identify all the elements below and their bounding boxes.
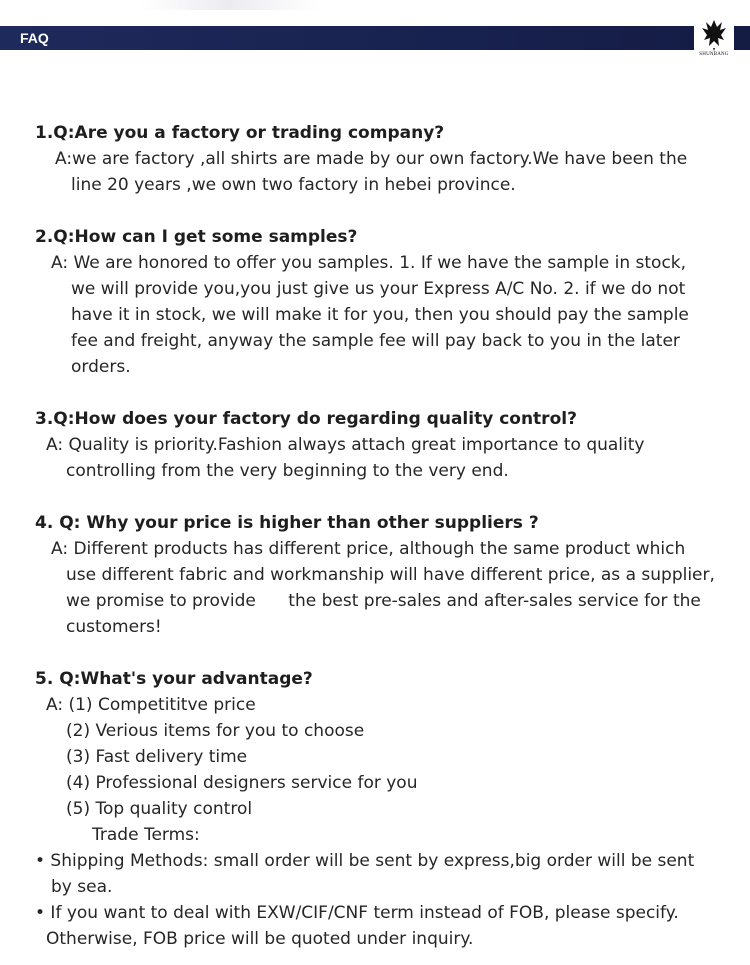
top-decoration [140,0,320,10]
faq-answer-4-line: use different fabric and workmanship will have different price, as a supplier, [66,565,715,585]
faq-answer-5-line: (4) Professional designers service for you [66,773,418,793]
faq-answer-1-line: A:we are factory ,all shirts are made by our own factory.We have been the [55,149,688,169]
faq-question-4: 4. Q: Why your price is higher than other suppliers ? [35,513,539,533]
faq-answer-4-line: A: Different products has different price, although the same product which [51,539,686,559]
logo-wordmark: SHUNBANG [699,52,729,57]
eagle-logo-icon [700,18,728,52]
faq-answer-2-line: orders. [71,357,131,377]
faq-answer-1-line: line 20 years ,we own two factory in hebei province. [71,175,516,195]
terms-line: by sea. [51,877,113,897]
faq-answer-3-line: controlling from the very beginning to the very end. [66,461,509,481]
brand-logo [694,16,734,62]
trade-terms-heading: Trade Terms: [92,825,200,845]
faq-question-2: 2.Q:How can I get some samples? [35,227,358,247]
faq-question-5: 5. Q:What's your advantage? [35,669,313,689]
faq-answer-5-line: (2) Verious items for you to choose [66,721,365,741]
terms-line: • Shipping Methods: small order will be sent by express,big order will be sent [35,851,695,871]
header-bar [0,26,750,50]
faq-answer-4-line: customers! [66,617,162,637]
terms-line: Otherwise, FOB price will be quoted under inquiry. [46,929,474,949]
faq-answer-5-line: (5) Top quality control [66,799,253,819]
faq-answer-2-line: we will provide you,you just give us your Express A/C No. 2. if we do not [71,279,686,299]
faq-answer-2-line: fee and freight, anyway the sample fee will pay back to you in the later [71,331,680,351]
page-title: FAQ [20,30,49,46]
faq-answer-3-line: A: Quality is priority.Fashion always attach great importance to quality [46,435,645,455]
faq-answer-5-line: (3) Fast delivery time [66,747,248,767]
faq-answer-2-line: A: We are honored to offer you samples. 1. If we have the sample in stock, [51,253,687,273]
faq-question-1: 1.Q:Are you a factory or trading company? [35,123,445,143]
faq-answer-2-line: have it in stock, we will make it for you, then you should pay the sample [71,305,689,325]
faq-question-3: 3.Q:How does your factory do regarding quality control? [35,409,577,429]
terms-line: • If you want to deal with EXW/CIF/CNF term instead of FOB, please specify. [35,903,679,923]
faq-answer-4-line: we promise to provide the best pre-sales and after-sales service for the [66,591,701,611]
faq-answer-5-line: A: (1) Competititve price [46,695,256,715]
